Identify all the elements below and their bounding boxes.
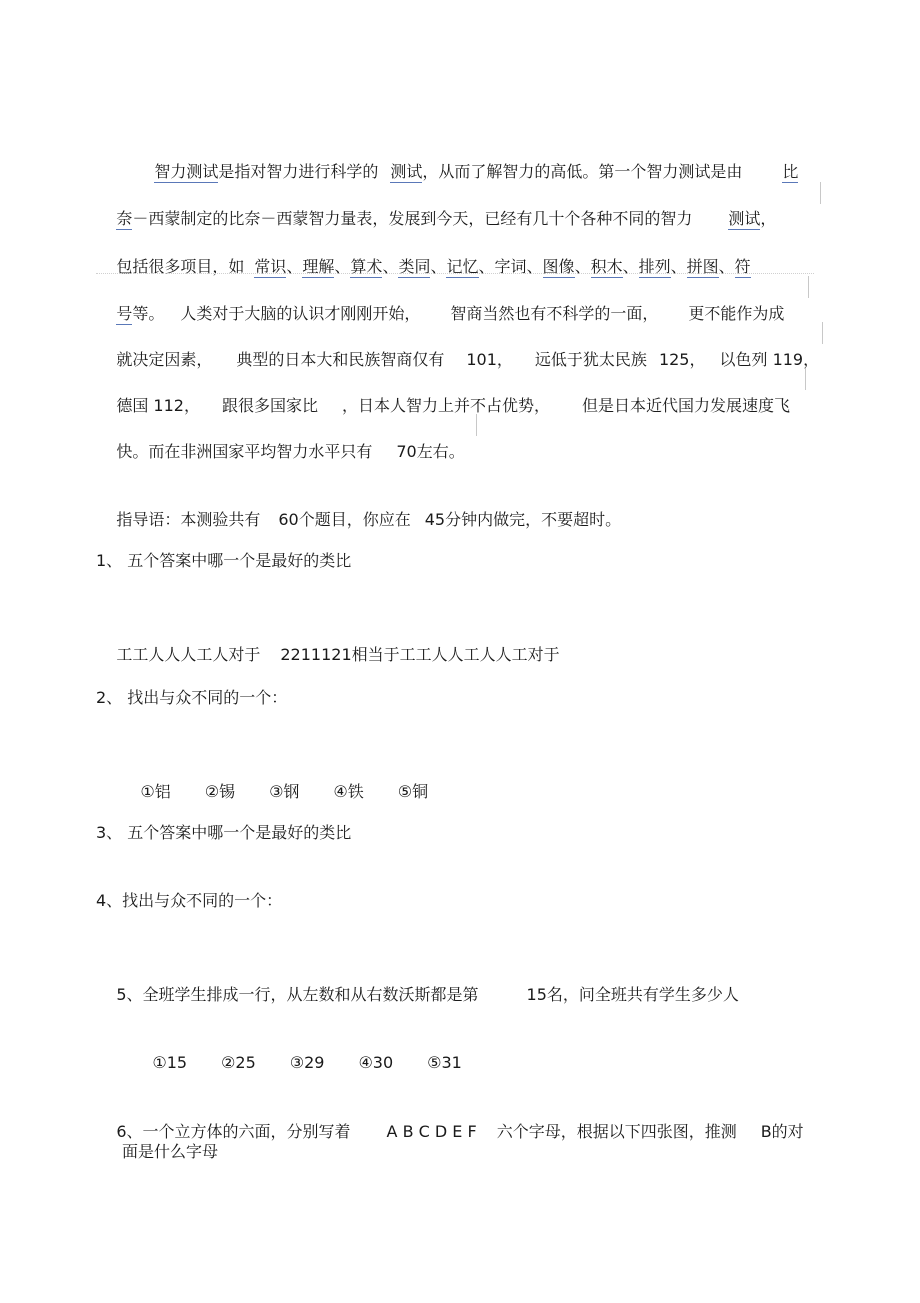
margin-bar xyxy=(476,414,477,436)
margin-bar xyxy=(808,276,809,298)
text: 是指对智力进行科学的 xyxy=(218,162,379,181)
link-tuxiang[interactable]: 图像 xyxy=(542,257,575,276)
text: 包括很多项目，如 xyxy=(116,257,245,276)
text: －西蒙制定的比奈－西蒙智力量表，发展到今天，已经有几十个各种不同的智力 xyxy=(132,209,693,228)
text: 快。而在非洲国家平均智力水平只有 xyxy=(116,442,373,461)
option-4[interactable]: ④铁 xyxy=(333,782,364,801)
link-leitong[interactable]: 类同 xyxy=(398,257,431,276)
text: 125， xyxy=(658,350,706,369)
sep: 、 xyxy=(286,257,303,276)
sep: 、 xyxy=(718,257,735,276)
question-1-title: 1、 五个答案中哪一个是最好的类比 xyxy=(96,551,352,570)
option-2[interactable]: ②25 xyxy=(221,1053,256,1072)
text: 指导语：本测验共有 xyxy=(116,510,261,529)
text: 就决定因素， xyxy=(116,350,213,369)
margin-bar xyxy=(820,182,821,204)
intro-line-2 xyxy=(96,180,777,228)
link-suanshu[interactable]: 算术 xyxy=(350,257,383,276)
link-jimu[interactable]: 积木 xyxy=(590,257,623,276)
text-zici: 字词 xyxy=(494,257,527,276)
text: 人类对于大脑的认识才刚刚开始， xyxy=(180,304,421,323)
intro-line-1 xyxy=(134,133,799,181)
link-pailie[interactable]: 排列 xyxy=(638,257,671,276)
text: 5、全班学生排成一行，从左数和从右数沃斯都是第 xyxy=(116,985,479,1004)
margin-bar xyxy=(822,322,823,344)
sep: 、 xyxy=(622,257,639,276)
sep: 、 xyxy=(430,257,447,276)
text: ，从而了解智力的高低。第一个智力测试是由 xyxy=(422,162,743,181)
text: 101， xyxy=(466,350,513,369)
text: 45分钟内做完，不要超时。 xyxy=(424,510,622,529)
intro-line-7 xyxy=(96,413,465,461)
question-5-title xyxy=(96,956,739,1004)
option-2[interactable]: ②锡 xyxy=(204,782,236,801)
option-5[interactable]: ⑤铜 xyxy=(397,782,429,801)
question-6-title-cont: 面是什么字母 xyxy=(122,1142,219,1161)
sep: 、 xyxy=(382,257,399,276)
question-3-title: 3、 五个答案中哪一个是最好的类比 xyxy=(96,823,352,842)
link-fuhao-start[interactable]: 符 xyxy=(734,257,751,276)
intro-line-4 xyxy=(96,275,785,323)
text: 但是日本近代国力发展速度飞 xyxy=(582,396,791,415)
question-4-title: 4、找出与众不同的一个： xyxy=(96,891,283,910)
text: 跟很多国家比 xyxy=(221,396,318,415)
text: 六个字母，根据以下四张图，推测 xyxy=(496,1122,737,1141)
text: 更不能作为成 xyxy=(688,304,785,323)
question-1-body xyxy=(96,616,560,664)
link-changshi[interactable]: 常识 xyxy=(254,257,287,276)
text: 6、一个立方体的六面，分别写着 xyxy=(116,1122,351,1141)
option-4[interactable]: ④30 xyxy=(358,1053,394,1072)
option-1[interactable]: ①铝 xyxy=(140,782,171,801)
text: 70左右。 xyxy=(396,442,465,461)
text: 等。 xyxy=(132,304,165,323)
link-binai-start[interactable]: 比 xyxy=(782,162,799,181)
link-binai-end[interactable]: 奈 xyxy=(116,209,133,228)
question-5-options xyxy=(132,1024,496,1072)
text: 德国 112， xyxy=(116,396,200,415)
text: A B C D E F xyxy=(386,1122,477,1141)
link-lijie[interactable]: 理解 xyxy=(302,257,335,276)
dotted-rule xyxy=(96,273,814,274)
question-6-title xyxy=(96,1093,804,1141)
link-pintu[interactable]: 拼图 xyxy=(686,257,719,276)
sep: 、 xyxy=(334,257,351,276)
text: B的对 xyxy=(760,1122,804,1141)
text: 15名，问全班共有学生多少人 xyxy=(526,985,739,1004)
intro-line-6 xyxy=(96,367,791,415)
text: 60个题目，你应在 xyxy=(278,510,411,529)
sep: 、 xyxy=(478,257,495,276)
link-fuhao-end[interactable]: 号 xyxy=(116,304,133,323)
option-5[interactable]: ⑤31 xyxy=(427,1053,462,1072)
link-ceshi[interactable]: 测试 xyxy=(390,162,423,181)
option-3[interactable]: ③钢 xyxy=(269,782,300,801)
sep: 、 xyxy=(670,257,687,276)
text: 智商当然也有不科学的一面， xyxy=(450,304,659,323)
margin-bar xyxy=(805,368,806,390)
guide-line xyxy=(96,481,622,529)
sep: 、 xyxy=(574,257,591,276)
text: ， xyxy=(760,209,777,228)
question-2-title: 2、 找出与众不同的一个： xyxy=(96,688,288,707)
text: 典型的日本大和民族智商仅有 xyxy=(236,350,445,369)
option-3[interactable]: ③29 xyxy=(289,1053,325,1072)
text: 2211121相当于工工人人工人人工对于 xyxy=(280,645,560,664)
question-2-options xyxy=(120,753,462,801)
sep: 、 xyxy=(526,257,543,276)
link-ceshi-2[interactable]: 测试 xyxy=(728,209,761,228)
text: 工工人人人工人对于 xyxy=(116,645,261,664)
text: 以色列 119， xyxy=(719,350,820,369)
intro-line-3 xyxy=(96,228,751,276)
option-1[interactable]: ①15 xyxy=(152,1053,188,1072)
text: 远低于犹太民族 xyxy=(534,350,647,369)
intro-line-5 xyxy=(96,321,820,369)
link-jiyi[interactable]: 记忆 xyxy=(446,257,479,276)
link-zhili-ceshi[interactable]: 智力测试 xyxy=(154,162,219,181)
text: ，日本人智力上并不占优势， xyxy=(342,396,551,415)
